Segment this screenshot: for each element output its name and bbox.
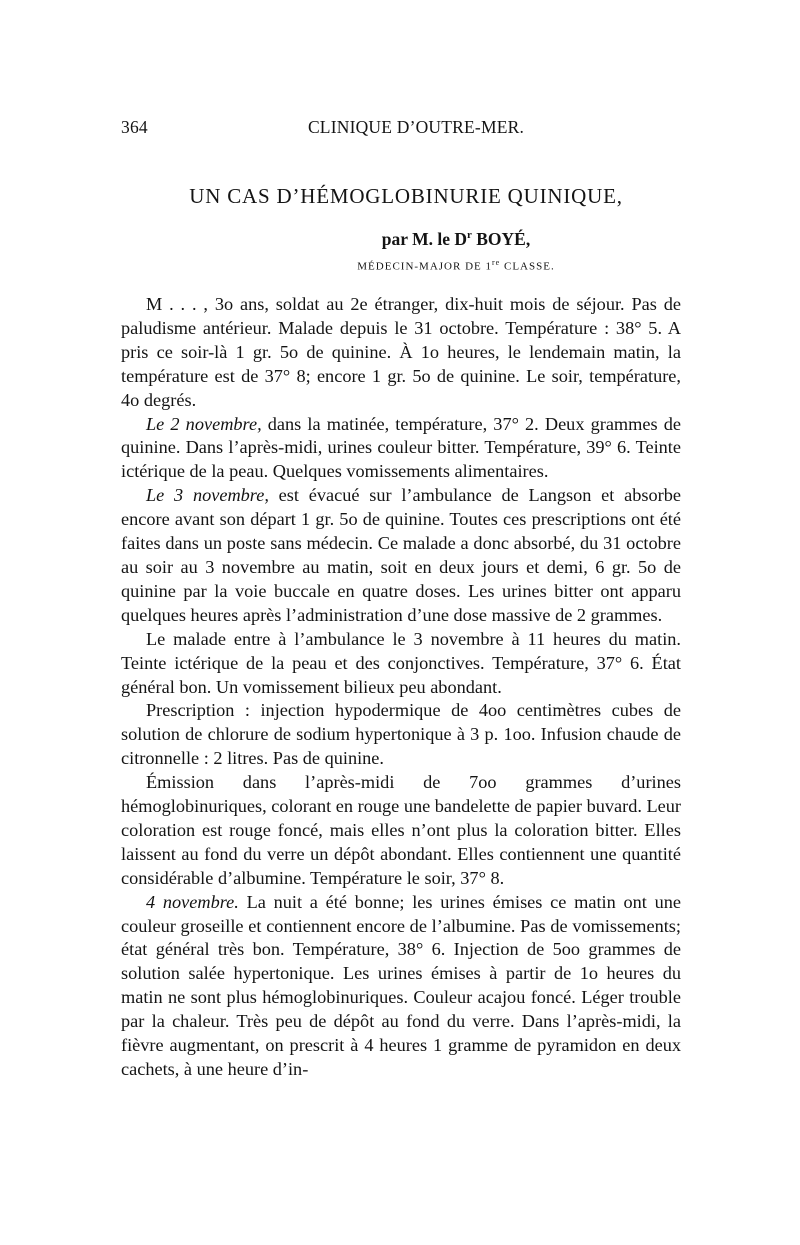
journal-title: CLINIQUE D’OUTRE-MER.	[307, 117, 525, 137]
role-suffix: CLASSE.	[500, 260, 555, 273]
author-name: BOYÉ,	[471, 229, 531, 249]
paragraph-lead: Le 2 novembre,	[146, 413, 262, 434]
paragraph-text: dans la matinée, température, 37° 2. Deux grammes de quinine. Dans l’après-midi, urines couleur bitter. Température, 39° 6. Teinte ictérique de la peau. Quelques vomissements alimentaires.	[121, 413, 681, 482]
page	[121, 0, 681, 1245]
paragraph-lead: 4 novembre.	[146, 891, 239, 912]
paragraph-text: Émission dans l’après-midi de 7oo grammes d’urines hémoglobinuriques, colorant en rouge une bandelette de papier buvard. Leur coloration est rouge foncé, mais elles n’ont plus la coloration bitter. Elles laissent au fond du verre un dépôt abondant. Elles contiennent une quantité considérable d’albumine. Température le soir, 37° 8.	[121, 772, 681, 888]
article-title: UN CAS D’HÉMOGLOBINURIE QUINIQUE,	[189, 184, 623, 208]
author-byline	[121, 229, 681, 250]
author-role	[121, 258, 681, 273]
paragraph-text: Prescription : injection hypodermique de 4oo centimètres cubes de solution de chlorure de sodium hypertonique à 3 p. 1oo. Infusion chaude de citronnelle : 2 litres. Pas de quinine.	[121, 700, 681, 769]
paragraph-text: M . . . , 3o ans, soldat au 2e étranger, dix-huit mois de séjour. Pas de paludisme antérieur. Malade depuis le 31 octobre. Température : 38° 5. A pris ce soir-là 1 gr. 5o de quinine. À 1o heures, le lendemain matin, la température est de 37° 8; encore 1 gr. 5o de quinine. Le soir, température, 4o degrés.	[121, 294, 681, 410]
article-body	[121, 293, 681, 1082]
paragraph-text: La nuit a été bonne; les urines émises ce matin ont une couleur groseille et contiennent encore de l’albumine. Pas de vomissements; état général très bon. Température, 38° 6. Injection de 5oo grammes de solution salée hypertonique. Les urines émises à partir de 1o heures du matin ne sont plus hémoglobinuriques. Couleur acajou foncé. Léger trouble par la chaleur. Très peu de dépôt au fond du verre. Dans l’après-midi, la fièvre augmentant, on prescrit à 4 heures 1 gramme de pyramidon en deux cachets, à une heure d’in-	[121, 891, 681, 1079]
paragraph-lead: Le 3 novembre,	[146, 485, 269, 506]
byline-sup: r	[466, 229, 472, 242]
page-number: 364	[121, 117, 148, 137]
byline-prefix: par M. le D	[381, 229, 467, 249]
role-sup: re	[492, 258, 501, 267]
paragraph-4	[121, 628, 681, 700]
paragraph-text: est évacué sur l’ambulance de Langson et absorbe encore avant son départ 1 gr. 5o de quinine. Toutes ces prescriptions ont été faites dans un poste sans médecin. Ce malade a donc absorbé, du 31 octobre au soir au 3 novembre au matin, soit en deux jours et demi, 6 gr. 5o de quinine par la voie buccale en quatre doses. Les urines bitter ont apparu quelques heures après l’administration d’une dose massive de 2 grammes.	[121, 485, 681, 625]
paragraph-7	[121, 891, 681, 1082]
paragraph-6	[121, 771, 681, 891]
role-prefix: MÉDECIN-MAJOR DE 1	[357, 260, 493, 273]
paragraph-3	[121, 484, 681, 627]
paragraph-text: Le malade entre à l’ambulance le 3 novembre à 11 heures du matin. Teinte ictérique de la peau et des conjonctives. Température, 37° 6. État général bon. Un vomissement bilieux peu abondant.	[121, 628, 681, 697]
running-head	[121, 117, 681, 143]
paragraph-1	[121, 293, 681, 413]
paragraph-2	[121, 413, 681, 485]
paragraph-5	[121, 699, 681, 771]
